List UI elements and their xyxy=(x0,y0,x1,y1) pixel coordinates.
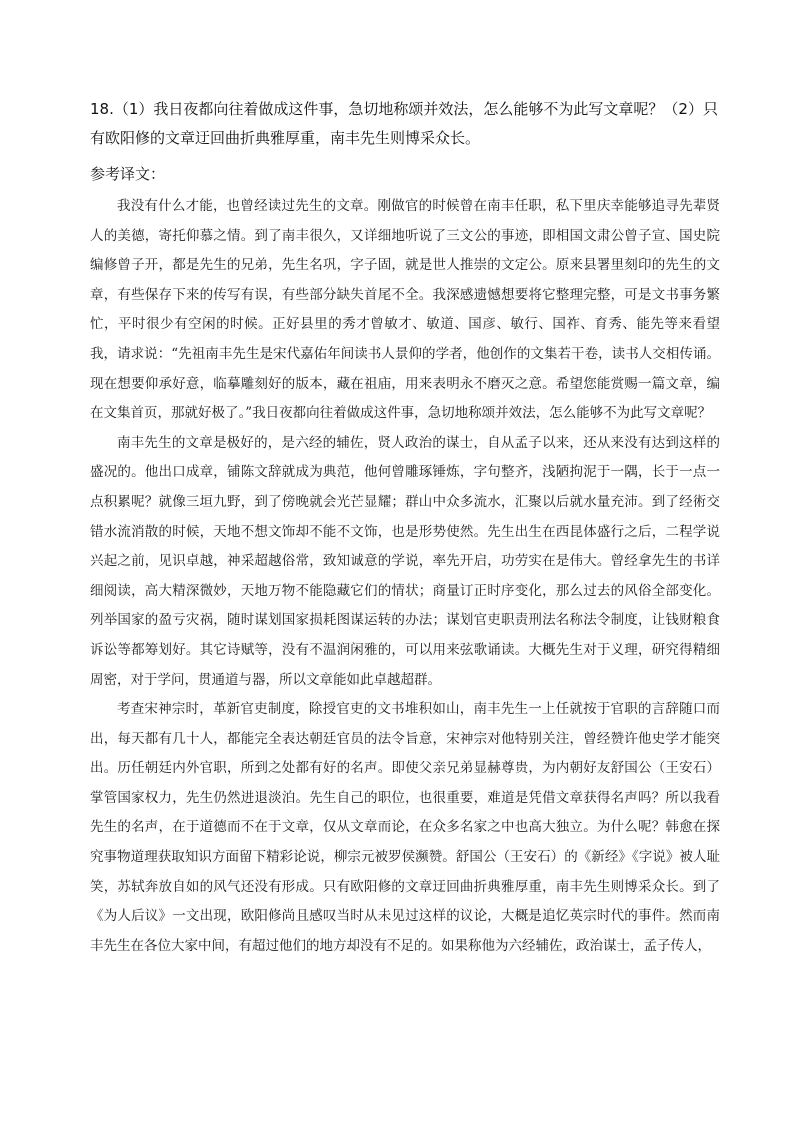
reference-translation-body xyxy=(90,192,720,961)
answer-18-text: 18.（1）我日夜都向往着做成这件事，急切地称颂并效法，怎么能够不为此写文章呢？（2）只有欧阳修的文章迂回曲折典雅厚重，南丰先生则博采众长。 xyxy=(90,100,718,147)
translation-paragraph-2: 南丰先生的文章是极好的，是六经的辅佐，贤人政治的谋士，自从孟子以来，还从来没有达到这样的盛况的。他出口成章，铺陈文辞就成为典范，他何曾雕琢锤炼，字句整齐，浅陋拘泥于一隅，长于一点一点积累呢？就像三垣九野，到了傍晚就会光芒显耀；群山中众多流水，汇聚以后就水量充沛。到了经術交错水流消散的时候，天地不想文饰却不能不文饰，也是形势使然。先生出生在西昆体盛行之后，二程学说兴起之前，见识卓越，神采超越俗常，致知诚意的学说，率先开启，功劳实在是伟大。曾经拿先生的书详细阅读，高大精深微妙，天地万物不能隐藏它们的情状；商量订正时序变化，那么过去的风俗全部变化。列举国家的盈亏灾祸，随时谋划国家损耗图谋运转的办法；谋划官吏职责刑法名称法令制度，让钱财粮食诉讼等都筹划好。其它诗赋等，没有不温润闲雅的，可以用来弦歌诵读。大概先生对于义理，研究得精细周密，对于学问，贯通道与器，所以文章能如此卓越超群。 xyxy=(90,434,720,688)
translation-paragraph-3: 考查宋神宗时，革新官吏制度，除授官吏的文书堆积如山，南丰先生一上任就按于官职的言辞随口而出，每天都有几十人，都能完全表达朝廷官员的法令旨意，宋神宗对他特别关注，曾经赞许他史学才能突出。历任朝廷内外官职，所到之处都有好的名声。即使父亲兄弟显赫尊贵，为内朝好友舒国公（王安石）掌管国家权力，先生仍然进退淡泊。先生自己的职位，也很重要，难道是凭借文章获得名声吗？所以我看先生的名声，在于道德而不在于文章，仅从文章而论，在众多名家之中也高大独立。为什么呢？韩愈在探究事物道理获取知识方面留下精彩论说，柳宗元被罗侯濒赞。舒国公（王安石）的《新经》《字说》被人耻笑，苏轼奔放自如的风气还没有形成。只有欧阳修的文章迂回曲折典雅厚重，南丰先生则博采众长。到了《为人后议》一文出现，欧阳修尚且感叹当时从未见过这样的议论，大概是追忆英宗时代的事件。然而南丰先生在各位大家中间，有超过他们的地方却没有不足的。如果称他为六经辅佐，政治谋士，孟子传人， xyxy=(90,701,720,954)
reference-translation-title: 参考译文： xyxy=(90,165,166,183)
translation-paragraph-1: 我没有什么才能，也曾经读过先生的文章。刚做官的时候曾在南丰任职，私下里庆幸能够追寻先辈贤人的美德，寄托仰慕之情。到了南丰很久，又详细地听说了三文公的事迹，即相国文肃公曾子宣、国史院编修曾子开，都是先生的兄弟，先生名巩，字子固，就是世人推崇的文定公。原来县署里刻印的先生的文章，有些保存下来的传写有误，有些部分缺失首尾不全。我深感遗憾想要将它整理完整，可是文书事务繁忙，平时很少有空闲的时候。正好县里的秀才曾敏才、敏道、国彦、敏行、国祚、育秀、能先等来看望我，请求说：“先祖南丰先生是宋代嘉佑年间读书人景仰的学者，他创作的文集若干卷，读书人交相传诵。现在想要仰承好意，临摹雕刻好的版本，藏在祖庙，用来表明永不磨灭之意。希望您能赏赐一篇文章，编在文集首页，那就好极了。”我日夜都向往着做成这件事，急切地称颂并效法，怎么能够不为此写文章呢？ xyxy=(90,198,720,422)
